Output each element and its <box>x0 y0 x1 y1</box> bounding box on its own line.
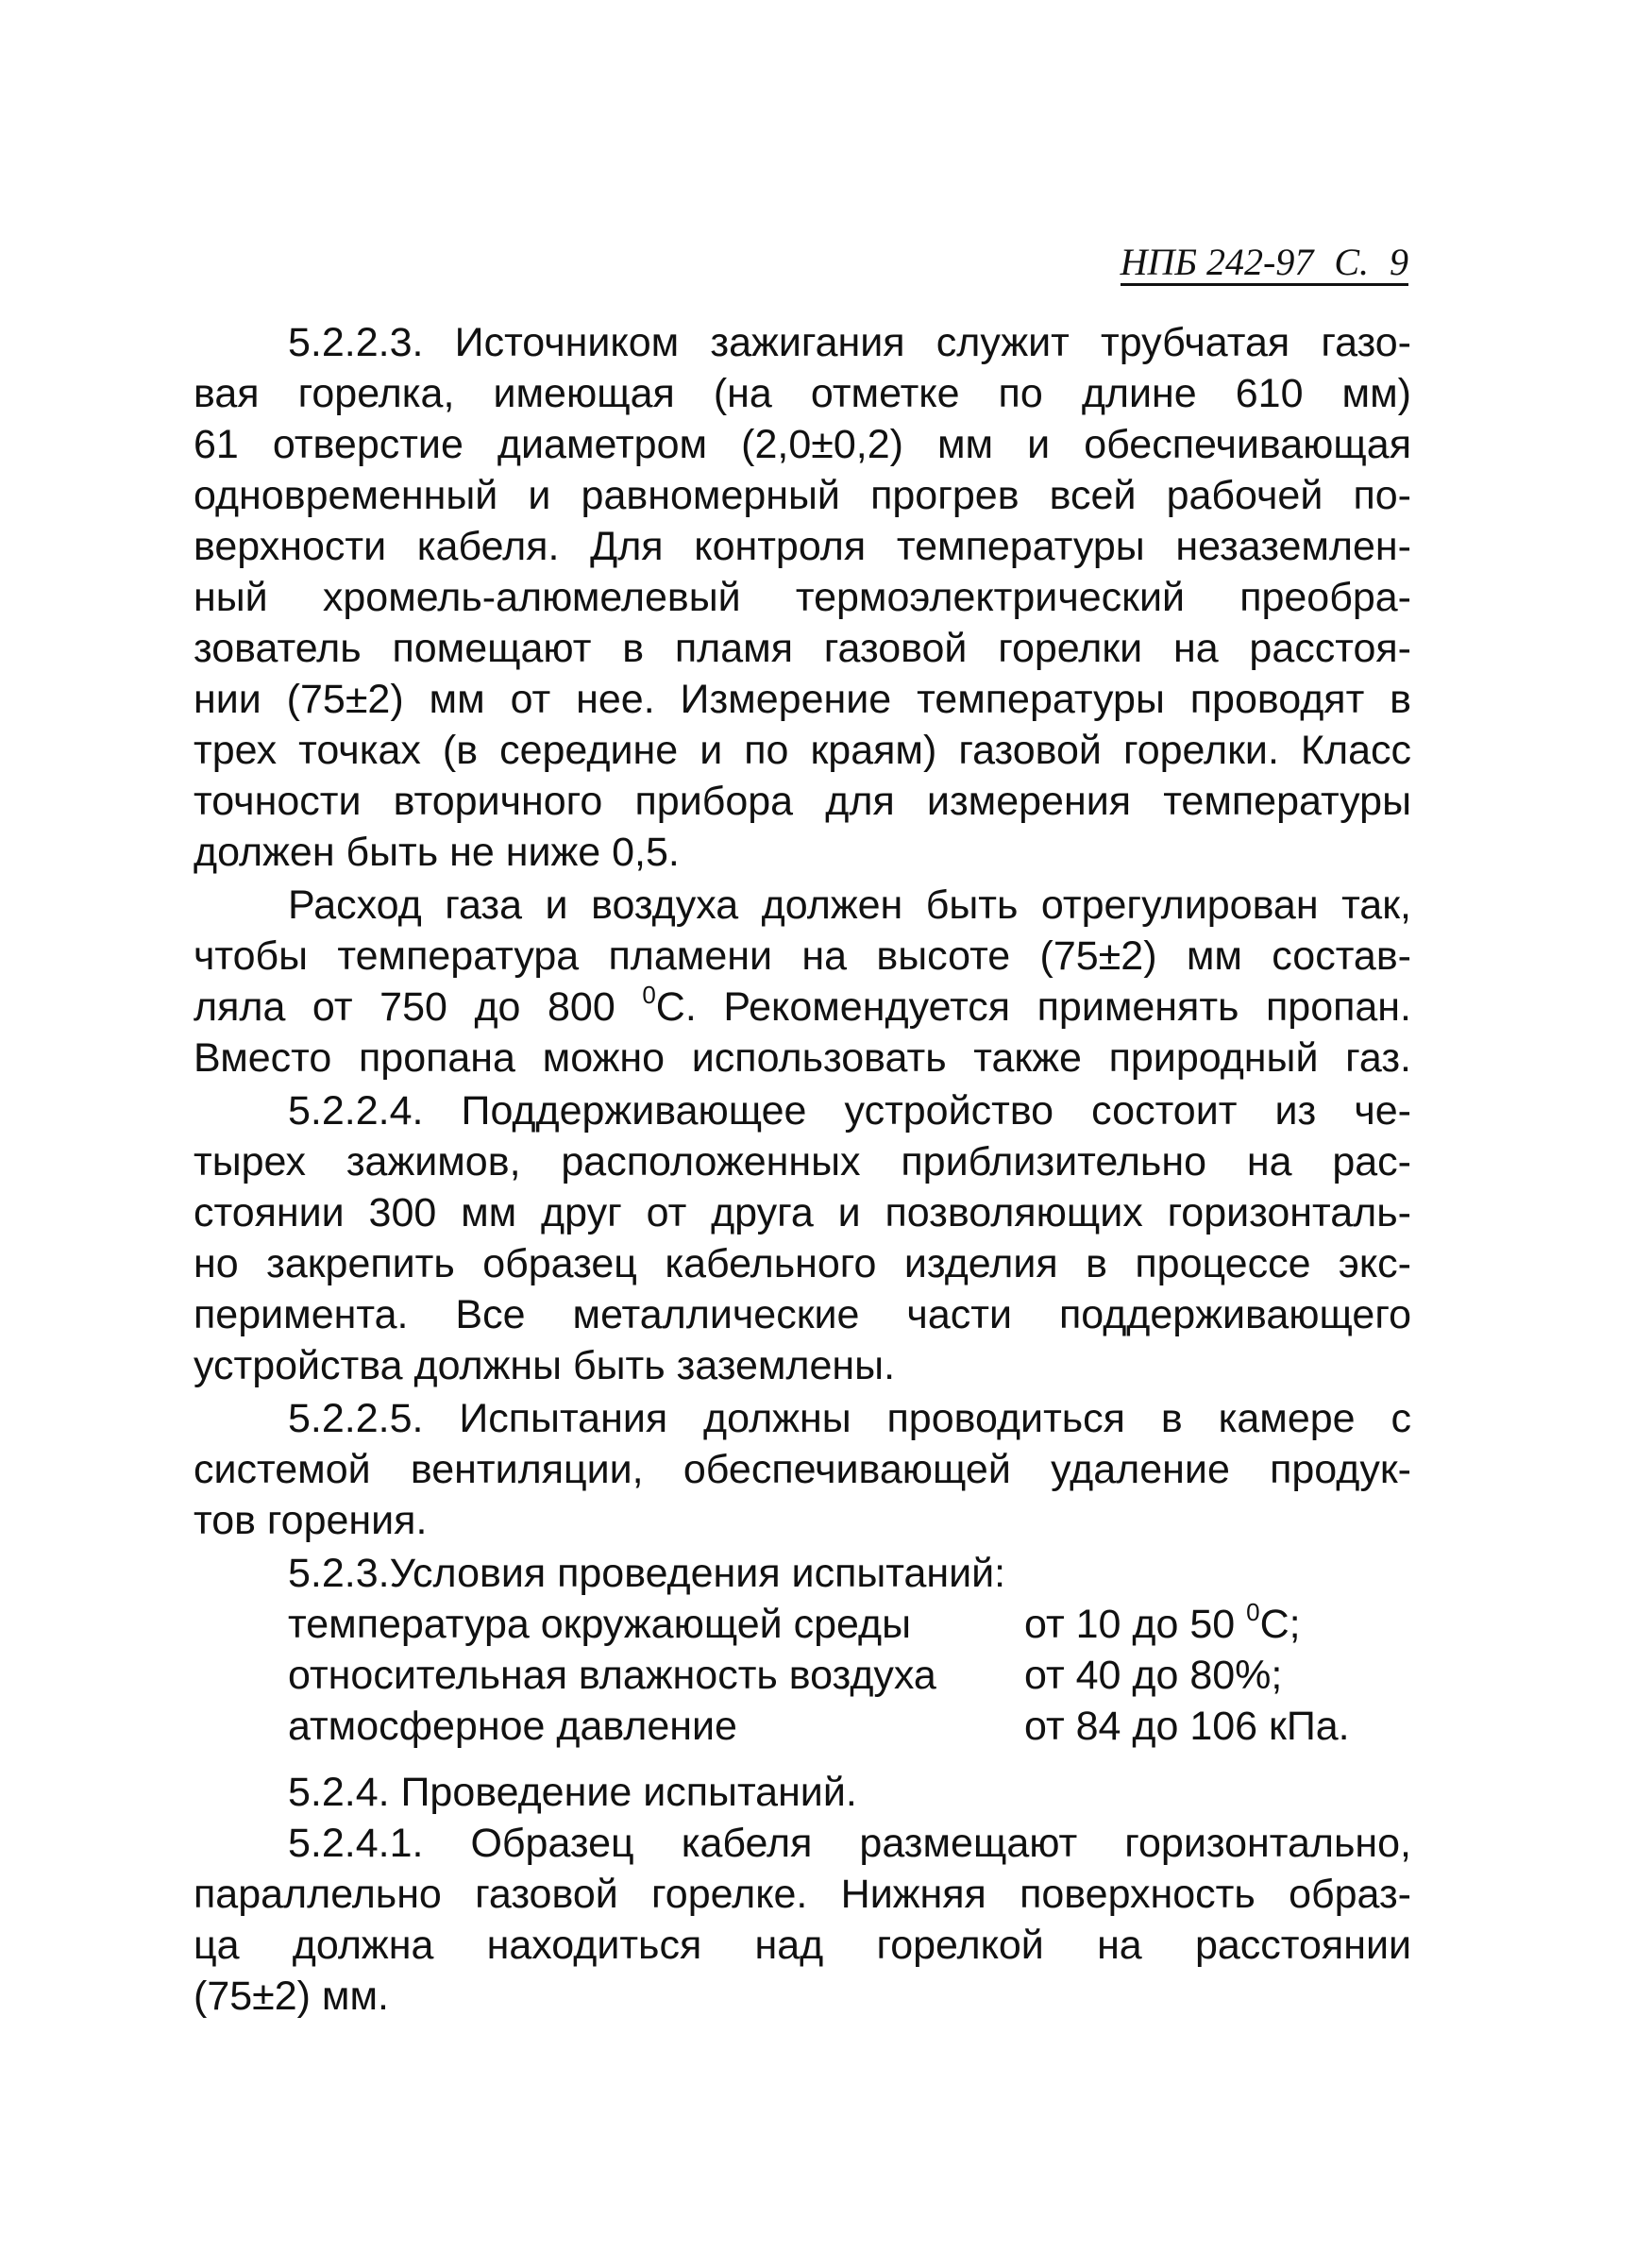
text-line: 61 отверстие диаметром (2,0±0,2) мм и обеспечивающая <box>194 422 1411 467</box>
text-line: зователь помещают в пламя газовой горелки на расстоя- <box>194 626 1411 671</box>
conditions-heading <box>288 1548 1411 1599</box>
conditions-block <box>194 1548 1411 1752</box>
degree-superscript: 0 <box>1246 1598 1260 1626</box>
value-text: от 10 до 50 <box>1024 1602 1247 1647</box>
text-line: ца должна находиться над горелкой на расстоянии <box>194 1923 1411 1968</box>
text-span: ляла от 750 до 800 <box>194 984 643 1030</box>
condition-name: температура окружающей среды <box>288 1602 911 1647</box>
text-line: Расход газа и воздуха должен быть отрегулирован так, <box>288 882 1411 928</box>
text-line: устройства должны быть заземлены. <box>194 1343 896 1388</box>
text-line: одновременный и равномерный прогрев всей рабочей по- <box>194 473 1411 518</box>
condition-row <box>288 1650 1411 1701</box>
text-line: нии (75±2) мм от нее. Измерение температуры проводят в <box>194 677 1411 722</box>
section-heading: 5.2.4. Проведение испытаний. <box>288 1770 857 1815</box>
text-span: С. Рекомендуется применять пропан. <box>655 984 1411 1030</box>
text-line: параллельно газовой горелке. Нижняя поверхность образ- <box>194 1872 1411 1917</box>
text-line-with-degree <box>194 982 1411 1033</box>
paragraph-5-2-2-3 <box>194 317 1411 878</box>
section-5-2-4 <box>194 1767 1411 2022</box>
value-text: С; <box>1259 1602 1301 1647</box>
condition-row <box>288 1701 1411 1752</box>
degree-superscript: 0 <box>642 981 656 1009</box>
text-line: 5.2.2.4. Поддерживающее устройство состоит из че- <box>288 1088 1411 1134</box>
paragraph-5-2-2-5 <box>194 1393 1411 1546</box>
text-line: но закрепить образец кабельного изделия в процессе экс- <box>194 1241 1411 1286</box>
text-line: системой вентиляции, обеспечивающей удаление продук- <box>194 1447 1411 1492</box>
text-line: должен быть не ниже 0,5. <box>194 830 680 875</box>
paragraph-gas-flow <box>194 880 1411 1084</box>
text-line: тов горения. <box>194 1498 428 1543</box>
text-line: Вместо пропана можно использовать также природный газ. <box>194 1035 1411 1081</box>
page-label: С. <box>1334 241 1369 283</box>
heading-text: 5.2.3.Условия проведения испытаний: <box>288 1551 1006 1596</box>
text-line: вая горелка, имеющая (на отметке по длине 610 мм) <box>194 371 1411 416</box>
text-line: 5.2.2.5. Испытания должны проводиться в камере с <box>288 1396 1411 1441</box>
page-header <box>1120 241 1408 286</box>
text-line: трех точках (в середине и по краям) газовой горелки. Класс <box>194 728 1411 773</box>
condition-value: от 84 до 106 кПа. <box>1024 1704 1350 1749</box>
text-line: 5.2.4.1. Образец кабеля размещают горизонтально, <box>288 1821 1411 1866</box>
text-line: 5.2.2.3. Источником зажигания служит трубчатая газо- <box>288 320 1411 365</box>
text-line: стоянии 300 мм друг от друга и позволяющих горизонталь- <box>194 1190 1411 1235</box>
condition-name: атмосферное давление <box>288 1704 737 1749</box>
condition-name: относительная влажность воздуха <box>288 1653 936 1698</box>
condition-row <box>288 1599 1411 1650</box>
text-line: (75±2) мм. <box>194 1974 390 2019</box>
doc-code: НПБ 242-97 <box>1120 241 1314 283</box>
condition-value <box>1024 1599 1301 1650</box>
condition-value: от 40 до 80%; <box>1024 1653 1283 1698</box>
text-line: чтобы температура пламени на высоте (75±2) мм состав- <box>194 933 1411 979</box>
page-number: 9 <box>1390 241 1408 283</box>
paragraph-5-2-2-4 <box>194 1085 1411 1391</box>
text-line: верхности кабеля. Для контроля температуры незаземлен- <box>194 524 1411 569</box>
document-body <box>194 317 1411 2024</box>
text-line: тырех зажимов, расположенных приблизительно на рас- <box>194 1139 1411 1184</box>
text-line: точности вторичного прибора для измерения температуры <box>194 779 1411 824</box>
text-line: перимента. Все металлические части поддерживающего <box>194 1292 1411 1337</box>
text-line: ный хромель-алюмелевый термоэлектрический преобра- <box>194 575 1411 620</box>
